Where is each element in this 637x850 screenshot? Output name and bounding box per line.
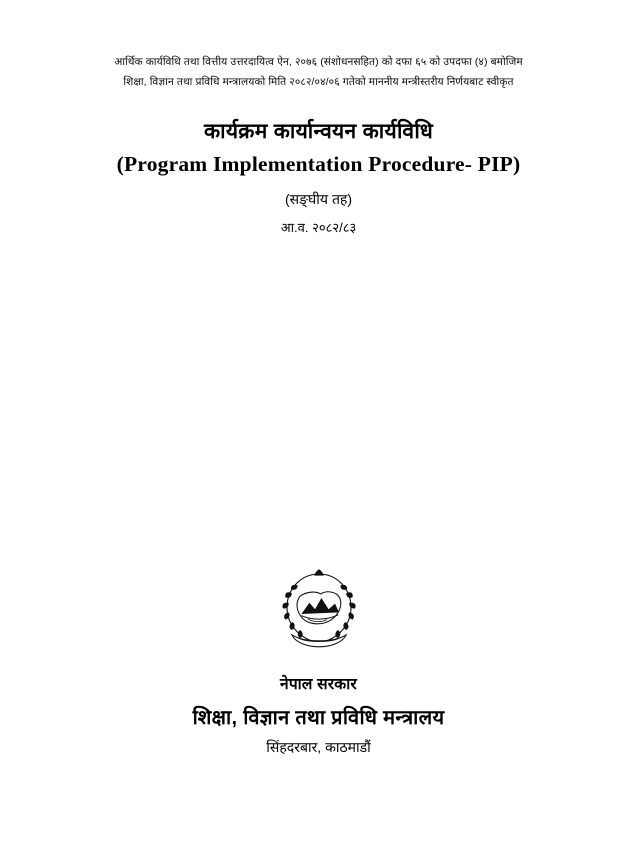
page-title-nepali: कार्यक्रम कार्यान्वयन कार्यविधि [203,119,434,143]
emblem-container [62,566,575,650]
ministry-name: शिक्षा, विज्ञान तथा प्रविधि मन्त्रालय [192,706,445,729]
approval-line-1: आर्थिक कार्यविधि तथा वित्तीय उत्तरदायित्व ऐन, २०७६ (संशोधनसहित) को दफा ६५ को उपदफा (४) बमोजिम [114,56,523,68]
government-name: नेपाल सरकार [280,675,357,693]
nepal-government-emblem-icon [271,566,367,650]
issuer-block [62,672,575,757]
approval-note [62,52,575,93]
page-title-english: (Program Implementation Procedure- PIP) [116,151,521,176]
fiscal-year-subtitle: आ.व. २०८२/८३ [280,219,357,235]
ministry-address: सिंहदरबार, काठमाडौं [266,738,371,755]
government-level-subtitle: (सङ्‌घीय तह) [284,190,353,207]
approval-line-2: शिक्षा, विज्ञान तथा प्रविधि मन्त्रालयको मिति २०८२/०४/०६ गतेको माननीय मन्त्रीस्तरीय निर्णयबाट स्वीकृत [123,76,514,89]
